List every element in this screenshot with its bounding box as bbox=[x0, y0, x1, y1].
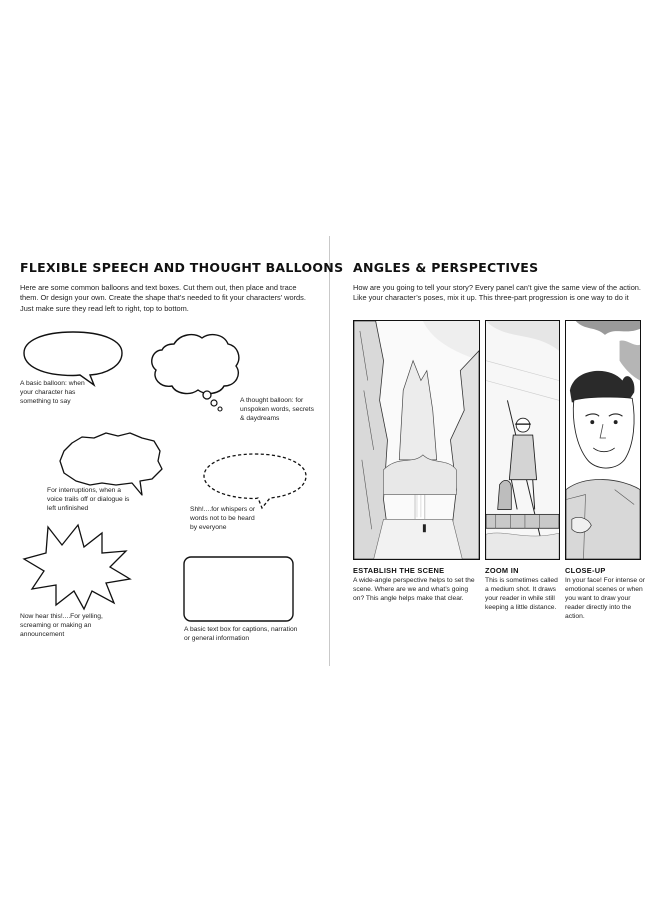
whisper-balloon[interactable] bbox=[200, 450, 310, 512]
establishing-shot-panel bbox=[353, 320, 480, 560]
right-page-title: ANGLES & PERSPECTIVES bbox=[353, 260, 539, 275]
close-up-panel bbox=[565, 320, 641, 560]
thought-balloon[interactable] bbox=[148, 330, 243, 414]
right-page-intro: How are you going to tell your story? Every panel can’t give the same view of the action. Like your character’s poses, mix it up. This three-part progression is one way to do it bbox=[353, 283, 641, 303]
panel-description: This is sometimes called a medium shot. It draws your reader in while still keeping a little distance. bbox=[485, 577, 558, 611]
interruption-balloon-caption: For interruptions, when a voice trails off or dialogue is left unfinished bbox=[47, 487, 130, 512]
character-face-illustration bbox=[566, 321, 640, 559]
panel-caption-establish bbox=[353, 566, 481, 604]
left-page-intro: Here are some common balloons and text boxes. Cut them out, then place and trace them. Or design your own. Create the shape that’s needed to fit your characters’ words. Just make sure they read left to right, top to bottom. bbox=[20, 283, 306, 313]
whisper-balloon-caption: Shh!....for whispers or words not to be heard by everyone bbox=[190, 506, 256, 531]
panel-description: A wide-angle perspective helps to set the scene. Where are we and what’s going on? This angle helps make that clear. bbox=[353, 577, 475, 602]
basic-balloon-caption: A basic balloon: when your character has something to say bbox=[20, 380, 85, 405]
basic-speech-balloon[interactable] bbox=[20, 328, 126, 388]
burst-balloon-caption: Now hear this!....For yelling, screaming or making an announcement bbox=[20, 613, 103, 638]
panel-caption-close-up bbox=[565, 566, 647, 622]
panel-title: ZOOM IN bbox=[485, 566, 519, 575]
thought-balloon-caption: A thought balloon: for unspoken words, secrets & daydreams bbox=[240, 397, 314, 422]
raft-traveler-illustration bbox=[486, 321, 559, 559]
medium-shot-panel bbox=[485, 320, 560, 560]
canyon-waterfall-illustration bbox=[354, 321, 479, 559]
page-gutter bbox=[329, 236, 330, 666]
left-page-title: FLEXIBLE SPEECH AND THOUGHT BALLOONS bbox=[20, 260, 344, 275]
panel-caption-zoom bbox=[485, 566, 561, 613]
caption-text-box[interactable] bbox=[182, 555, 295, 623]
panel-description: In your face! For intense or emotional scenes or when you want to draw your reader directly into the action. bbox=[565, 577, 645, 620]
burst-balloon[interactable] bbox=[22, 523, 134, 611]
panel-title: ESTABLISH THE SCENE bbox=[353, 566, 445, 575]
text-box-caption: A basic text box for captions, narration or general information bbox=[184, 626, 298, 642]
panel-title: CLOSE-UP bbox=[565, 566, 606, 575]
